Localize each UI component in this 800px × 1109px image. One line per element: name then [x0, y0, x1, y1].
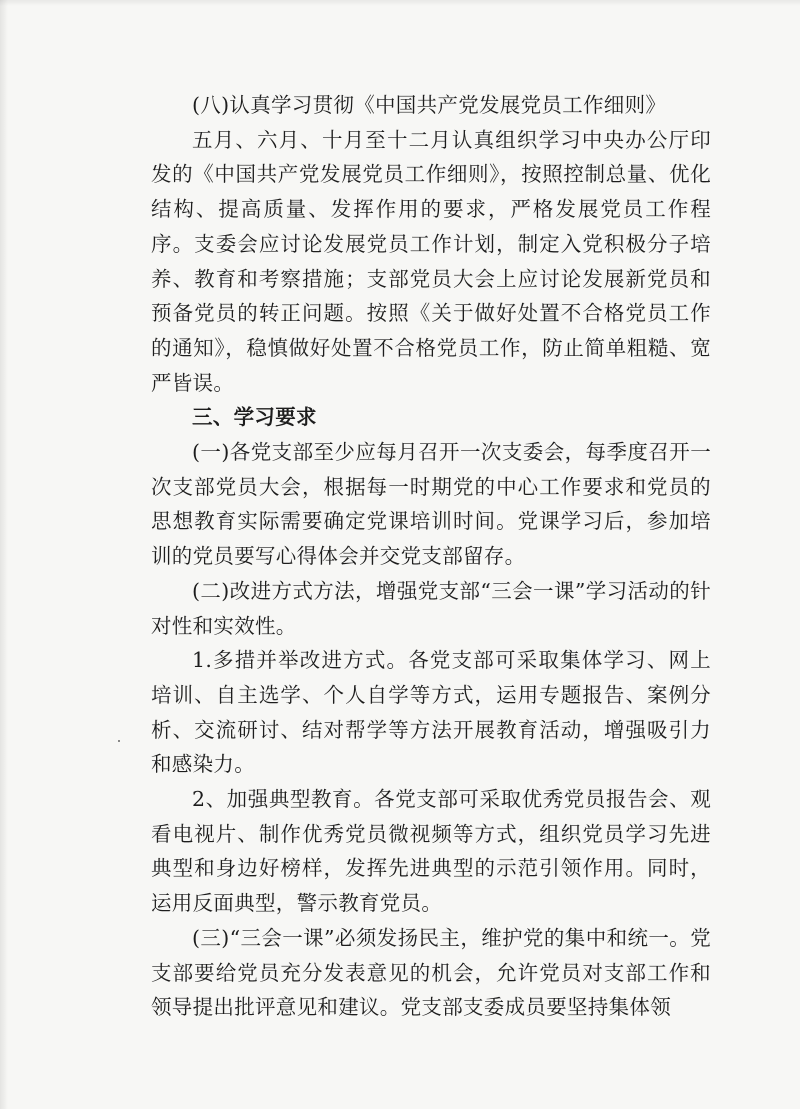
scan-edge-shadow — [0, 0, 8, 1109]
paragraph-democracy: (三)“三会一课”必须发扬民主，维护党的集中和统一。党支部要给党员充分发表意见的机会，允许党员对支部工作和领导提出批评意见和建议。党支部支委成员要坚持集体领 — [151, 925, 711, 1020]
paragraph-improve-methods: (二)改进方式方法，增强党支部“三会一课”学习活动的针对性和实效性。 — [151, 578, 711, 638]
paragraph-typical-education: 2、加强典型教育。各党支部可采取优秀党员报告会、观看电视片、制作优秀党员微视频等方式，组织党员学习先进典型和身边好榜样，发挥先进典型的示范引领作用。同时，运用反面典型，警示教育党员。 — [151, 787, 711, 916]
scan-speck — [118, 740, 120, 742]
paragraph-multiple-measures: 1.多措并举改进方式。各党支部可采取集体学习、网上培训、自主选学、个人自学等方式，运用专题报告、案例分析、交流研讨、结对帮学等方法开展教育活动，增强吸引力和感染力。 — [151, 648, 711, 777]
heading-study-requirements: 三、学习要求 — [192, 405, 317, 430]
section-title-eight: (八)认真学习贯彻《中国共产党发展党员工作细则》 — [192, 93, 667, 117]
document-body — [151, 88, 711, 1025]
paragraph-meeting-frequency: (一)各党支部至少应每月召开一次支委会，每季度召开一次支部党员大会，根据每一时期党的中心工作要求和党员的思想教育实际需要确定党课培训时间。党课学习后，参加培训的党员要写心得体会并交党支部留存。 — [151, 440, 711, 569]
paragraph-development-rules: 五月、六月、十月至十二月认真组织学习中央办公厅印发的《中国共产党发展党员工作细则》，按照控制总量、优化结构、提高质量、发挥作用的要求，严格发展党员工作程序。支委会应讨论发展党员工作计划，制定入党积极分子培养、教育和考察措施；支部党员大会上应讨论发展新党员和预备党员的转正问题。按照《关于做好处置不合格党员工作的通知》，稳慎做好处置不合格党员工作，防止简单粗糙、宽严皆误。 — [151, 127, 711, 395]
scan-top-shadow — [0, 0, 800, 6]
